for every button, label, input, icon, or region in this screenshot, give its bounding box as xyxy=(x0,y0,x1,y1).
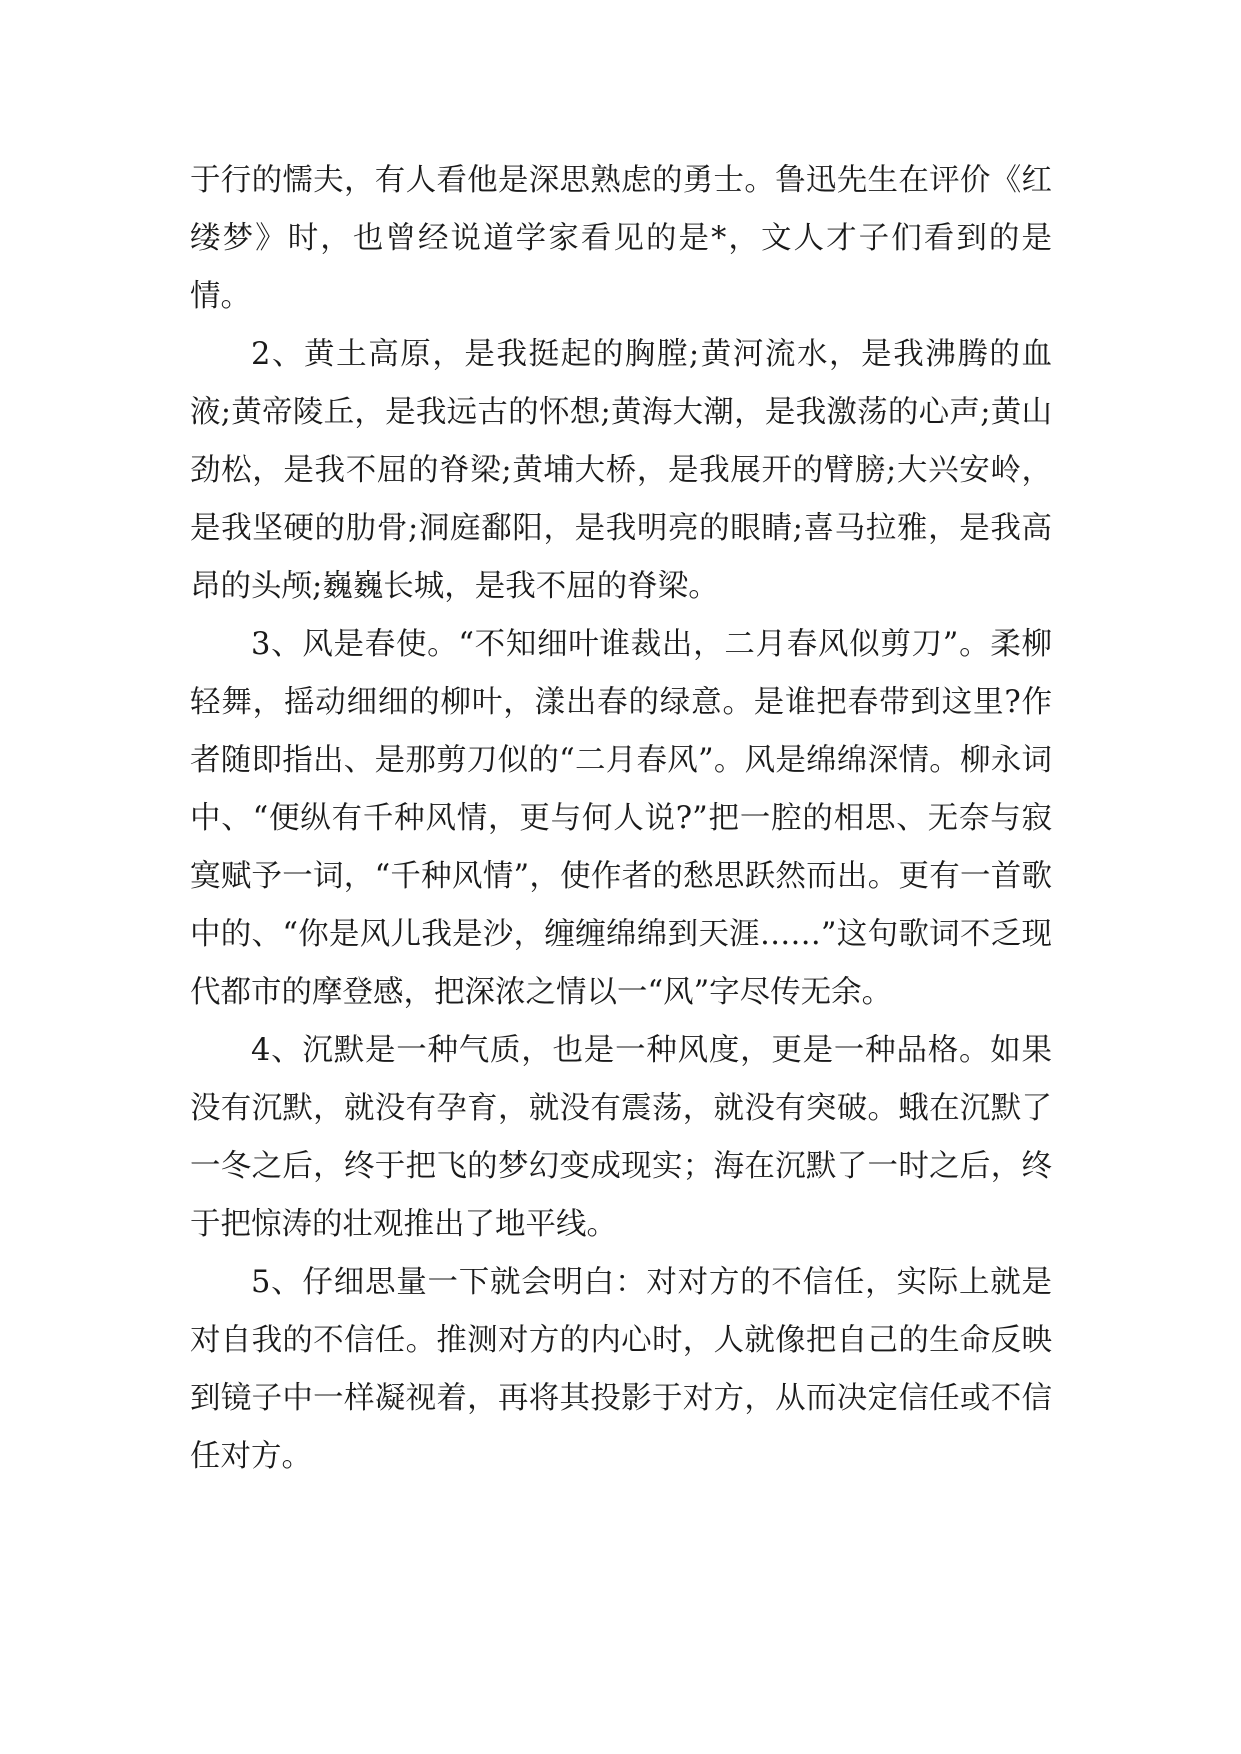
paragraph-5: 5、仔细思量一下就会明白：对对方的不信任，实际上就是对自我的不信任。推测对方的内心时，人就像把自己的生命反映到镜子中一样凝视着，再将其投影于对方，从而决定信任或不信任对方。 xyxy=(190,1265,1052,1474)
paragraph-continued: 于行的懦夫，有人看他是深思熟虑的勇士。鲁迅先生在评价《红缕梦》时，也曾经说道学家看见的是*，文人才子们看到的是情。 xyxy=(190,163,1052,314)
document-page xyxy=(190,152,1052,1486)
paragraph-2: 2、黄土高原，是我挺起的胸膛;黄河流水，是我沸腾的血液;黄帝陵丘，是我远古的怀想;黄海大潮，是我激荡的心声;黄山劲松，是我不屈的脊梁;黄埔大桥，是我展开的臂膀;大兴安岭，是我坚硬的肋骨;洞庭鄱阳，是我明亮的眼睛;喜马拉雅，是我高昂的头颅;巍巍长城，是我不屈的脊梁。 xyxy=(190,337,1052,604)
paragraph-4: 4、沉默是一种气质，也是一种风度，更是一种品格。如果没有沉默，就没有孕育，就没有震荡，就没有突破。蛾在沉默了一冬之后，终于把飞的梦幻变成现实；海在沉默了一时之后，终于把惊涛的壮观推出了地平线。 xyxy=(190,1033,1052,1242)
paragraph-3: 3、风是春使。“不知细叶谁裁出，二月春风似剪刀”。柔柳轻舞，摇动细细的柳叶，漾出春的绿意。是谁把春带到这里?作者随即指出、是那剪刀似的“二月春风”。风是绵绵深情。柳永词中、“便纵有千种风情，更与何人说?”把一腔的相思、无奈与寂寞赋予一词，“千种风情”，使作者的愁思跃然而出。更有一首歌中的、“你是风儿我是沙，缠缠绵绵到天涯……”这句歌词不乏现代都市的摩登感，把深浓之情以一“风”字尽传无余。 xyxy=(190,627,1052,1010)
